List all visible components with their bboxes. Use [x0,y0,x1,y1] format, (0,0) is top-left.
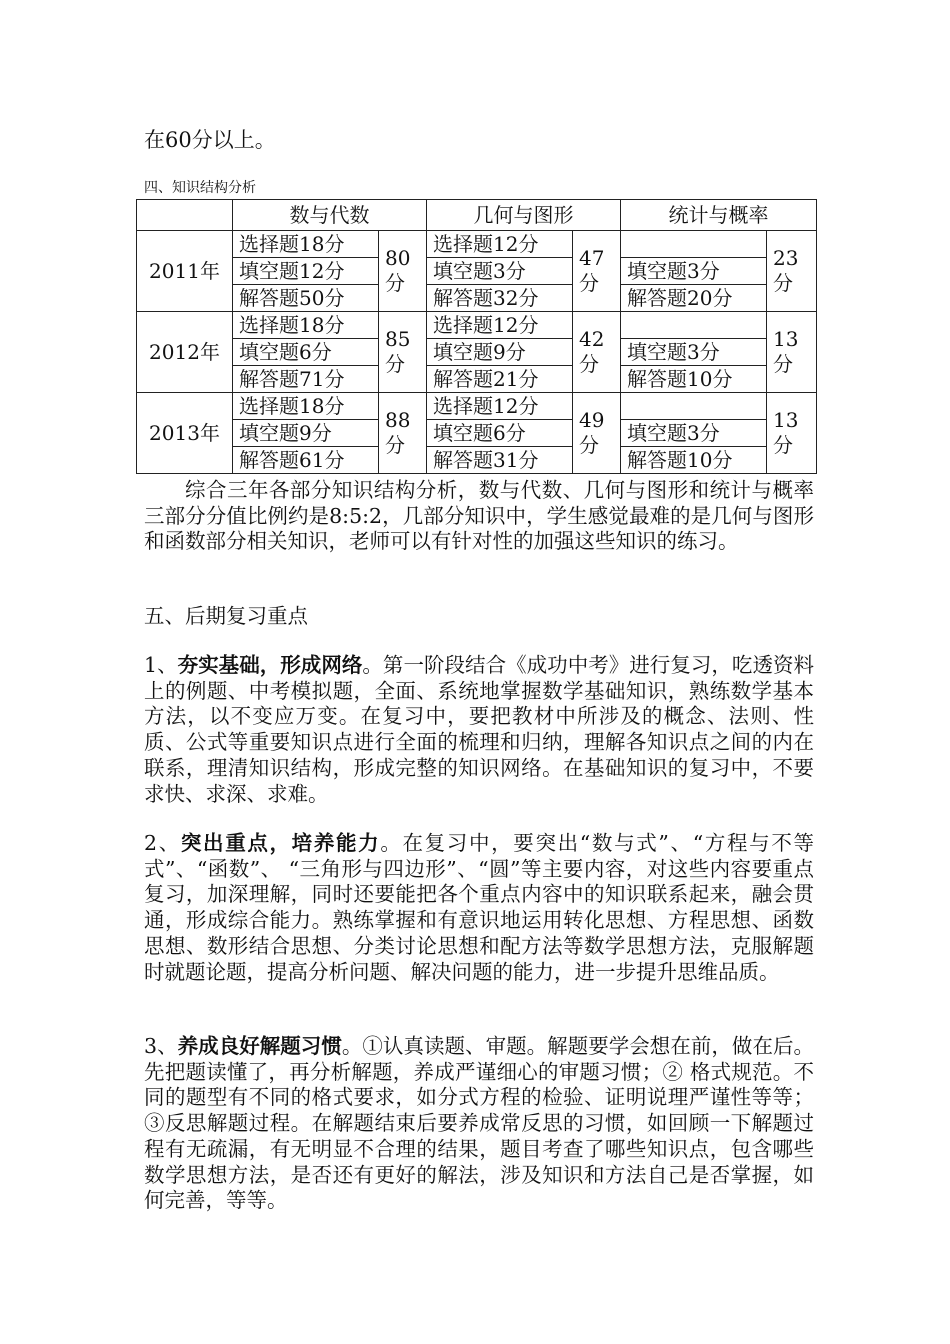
table-row [137,420,817,447]
table-row [137,366,817,393]
table-cell: 选择题12分 [427,312,573,339]
total-cell: 88分 [379,393,427,474]
header-algebra: 数与代数 [233,200,427,231]
point-2-paragraph [144,831,814,985]
section-5-title: 五、后期复习重点 [144,604,308,628]
table-cell: 解答题71分 [233,366,379,393]
total-cell: 23分 [767,231,817,312]
point-2-body: 。在复习中，要突出“数与式”、“方程与不等式”、“函数”、 “三角形与四边形”、“圆”等主要内容，对这些内容要重点复习，加深理解，同时还要能把各个重点内容中的知识联系起来，融会贯通，形成综合能力。熟练掌握和有意识地运用转化思想、方程思想、函数思想、数形结合思想、分类讨论思想和配方法等数学思想方法，克服解题时就题论题，提高分析问题、解决问题的能力，进一步提升思维品质。 [144,831,814,984]
table-row [137,258,817,285]
table-cell: 填空题3分 [621,420,767,447]
point-3-title: 养成良好解题习惯 [177,1034,342,1058]
point-3-paragraph [144,1034,814,1214]
point-1-body: 。第一阶段结合《成功中考》进行复习，吃透资料上的例题、中考模拟题，全面、系统地掌握数学基础知识，熟练数学基本方法，以不变应万变。在复习中，要把教材中所涉及的概念、法则、性质、公式等重要知识点进行全面的梳理和归纳，理解各知识点之间的内在联系，理清知识结构，形成完整的知识网络。在基础知识的复习中，不要求快、求深、求难。 [144,653,815,806]
table-row [137,231,817,258]
point-1-number: 1、 [144,653,178,677]
table-row [137,285,817,312]
table-cell: 解答题10分 [621,366,767,393]
total-cell: 85分 [379,312,427,393]
table-cell: 选择题12分 [427,231,573,258]
point-3-body: 。①认真读题、审题。解题要学会想在前，做在后。先把题读懂了，再分析解题，养成严谨细心的审题习惯；② 格式规范。不同的题型有不同的格式要求，如分式方程的检验、证明说理严谨性等等；③反思解题过程。在解题结束后要养成常反思的习惯，如回顾一下解题过程有无疏漏，有无明显不合理的结果，题目考查了哪些知识点，包含哪些数学思想方法，是否还有更好的解法，涉及知识和方法自己是否掌握，如何完善，等等。 [144,1034,815,1213]
table-cell: 填空题9分 [427,339,573,366]
header-geometry: 几何与图形 [427,200,621,231]
table-cell: 填空题9分 [233,420,379,447]
point-1-title: 夯实基础，形成网络 [177,653,363,677]
table-cell: 填空题3分 [427,258,573,285]
table-cell: 选择题18分 [233,231,379,258]
table-cell: 解答题61分 [233,447,379,474]
section-4-title: 四、知识结构分析 [144,180,256,196]
table-cell: 解答题20分 [621,285,767,312]
table-cell [621,393,767,420]
table-cell: 填空题12分 [233,258,379,285]
total-cell: 13分 [767,393,817,474]
year-cell: 2012年 [137,312,233,393]
table-header-row [137,200,817,231]
table-row [137,339,817,366]
table-cell: 解答题21分 [427,366,573,393]
year-cell: 2011年 [137,231,233,312]
table-cell: 填空题3分 [621,339,767,366]
table-cell: 解答题32分 [427,285,573,312]
knowledge-structure-table [136,199,817,474]
total-cell: 80分 [379,231,427,312]
table-cell: 选择题18分 [233,393,379,420]
point-2-title: 突出重点，培养能力 [180,831,381,855]
point-2-number: 2、 [144,831,181,855]
total-cell: 47分 [573,231,621,312]
table-cell: 填空题6分 [427,420,573,447]
header-statistics: 统计与概率 [621,200,817,231]
header-blank-cell [137,200,233,231]
point-1-paragraph [144,653,814,807]
table-cell: 解答题10分 [621,447,767,474]
table-row [137,447,817,474]
table-cell: 解答题50分 [233,285,379,312]
total-cell: 42分 [573,312,621,393]
table-cell: 选择题12分 [427,393,573,420]
table-cell: 填空题6分 [233,339,379,366]
intro-line: 在60分以上。 [144,128,276,152]
table-cell [621,231,767,258]
total-cell: 49分 [573,393,621,474]
table-row [137,393,817,420]
table-cell: 填空题3分 [621,258,767,285]
summary-paragraph: 综合三年各部分知识结构分析，数与代数、几何与图形和统计与概率三部分分值比例约是8:5:2，几部分知识中，学生感觉最难的是几何与图形和函数部分相关知识，老师可以有针对性的加强这些知识的练习。 [144,478,814,554]
total-cell: 13分 [767,312,817,393]
point-3-number: 3、 [144,1034,178,1058]
table-cell [621,312,767,339]
year-cell: 2013年 [137,393,233,474]
table-cell: 解答题31分 [427,447,573,474]
table-row [137,312,817,339]
table-cell: 选择题18分 [233,312,379,339]
